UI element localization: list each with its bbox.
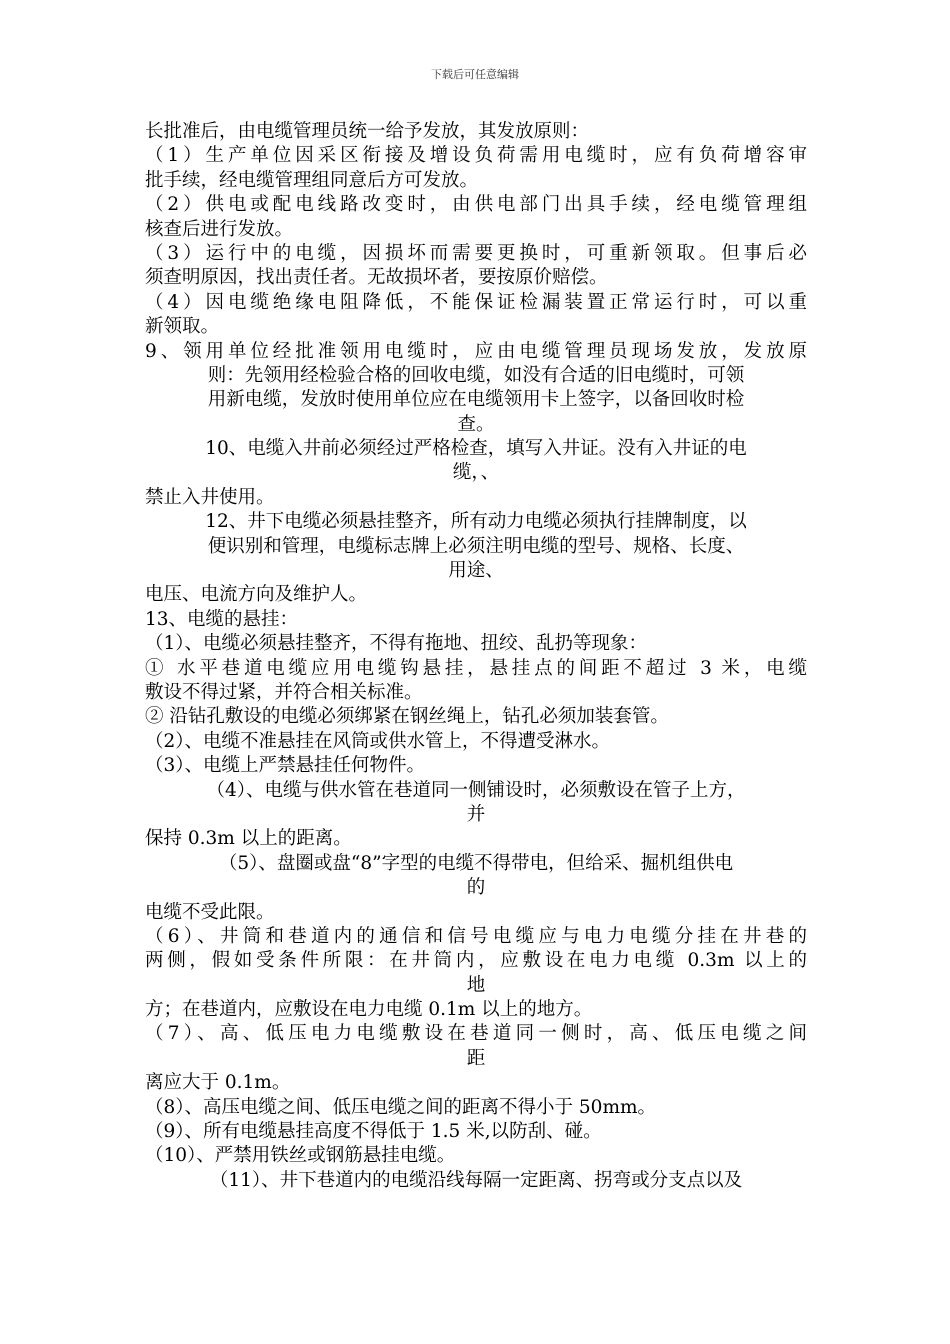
- text-line: 核查后进行发放。: [145, 218, 294, 240]
- text-line: （8）、高压电缆之间、低压电缆之间的距离不得小于 50mm。: [145, 1096, 657, 1118]
- text-line: 便识别和管理，电缆标志牌上必须注明电缆的型号、规格、长度、: [207, 535, 745, 557]
- text-line: 长批准后，由电缆管理员统一给予发放，其发放原则：: [145, 121, 590, 142]
- text-line: （10）、严禁用铁丝或钢筋悬挂电缆。: [145, 1145, 456, 1167]
- text-line: 用新电缆，发放时使用单位应在电缆领用卡上签字，以备回收时检: [207, 389, 745, 411]
- text-line: （7）、高、低压电力电缆敷设在巷道同一侧时，高、低压电缆之间: [145, 1023, 807, 1045]
- text-line: （3）、电缆上严禁悬挂任何物件。: [145, 755, 426, 777]
- text-line: （2）供电或配电线路改变时，由供电部门出具手续，经电缆管理组: [145, 194, 807, 216]
- text-line: 12、井下电缆必须悬挂整齐，所有动力电缆必须执行挂牌制度，以: [205, 511, 747, 533]
- text-line: 13、电缆的悬挂：: [145, 608, 299, 630]
- text-line: （3）运行中的电缆，因损坏而需要更换时，可重新领取。但事后必: [145, 242, 807, 264]
- text-line: 电缆不受此限。: [145, 901, 275, 923]
- text-line: 并: [466, 803, 486, 825]
- text-line: 离应大于 0.1m。: [145, 1072, 291, 1094]
- text-line: 电压、电流方向及维护人。: [145, 584, 368, 606]
- text-line: ② 沿钻孔敷设的电缆必须绑紧在钢丝绳上，钻孔必须加装套管。: [145, 706, 669, 728]
- text-line: 禁止入井使用。: [145, 486, 275, 508]
- text-line: 须查明原因，找出责任者。无故损坏者，要按原价赔偿。: [145, 267, 608, 289]
- text-line: （4）、电缆与供水管在巷道同一侧铺设时，必须敷设在管子上方，: [206, 779, 746, 801]
- text-line: 距: [466, 1047, 486, 1069]
- text-line: 地: [466, 974, 486, 996]
- text-line: 用途、: [448, 560, 504, 582]
- text-line: 敷设不得过紧，并符合相关标准。: [145, 681, 423, 703]
- text-line: 两侧，假如受条件所限：在井筒内，应敷设在电力电缆 0.3m 以上的: [145, 950, 807, 972]
- text-line: 新领取。: [145, 316, 220, 338]
- text-line: 10、电缆入井前必须经过严格检查，填写入井证。没有入井证的电: [205, 438, 747, 460]
- text-line: ① 水平巷道电缆应用电缆钩悬挂，悬挂点的间距不超过 3 米，电缆: [145, 657, 807, 679]
- text-line: （4）因电缆绝缘电阻降低，不能保证检漏装置正常运行时，可以重: [145, 291, 807, 313]
- text-line: （2）、电缆不准悬挂在风筒或供水管上，不得遭受淋水。: [145, 730, 611, 752]
- text-line: 的: [466, 877, 486, 899]
- page-header: 下载后可任意编辑: [431, 68, 519, 81]
- text-line: （1）、电缆必须悬挂整齐，不得有拖地、扭绞、乱扔等现象：: [145, 633, 648, 655]
- text-line: （1）生产单位因采区衔接及增设负荷需用电缆时，应有负荷增容审: [145, 145, 807, 167]
- text-line: 方；在巷道内，应敷设在电力电缆 0.1m 以上的地方。: [145, 999, 593, 1021]
- text-line: 查。: [457, 413, 495, 435]
- text-line: 则：先领用经检验合格的回收电缆，如没有合适的旧电缆时，可领: [207, 364, 745, 386]
- text-line: （11）、井下巷道内的电缆沿线每隔一定距离、拐弯或分支点以及: [209, 1169, 743, 1191]
- document-body: [145, 120, 807, 1193]
- text-line: （9）、所有电缆悬挂高度不得低于 1.5 米,以防刮、碰。: [145, 1121, 602, 1143]
- text-line: 9、领用单位经批准领用电缆时，应由电缆管理员现场发放，发放原: [145, 340, 807, 362]
- text-line: 批手续，经电缆管理组同意后方可发放。: [145, 169, 479, 191]
- text-line: 缆，、: [452, 462, 500, 484]
- text-line: （5）、盘圈或盘“8”字型的电缆不得带电，但给采、掘机组供电: [218, 852, 734, 874]
- text-line: （6）、井筒和巷道内的通信和信号电缆应与电力电缆分挂在井巷的: [145, 925, 807, 947]
- text-line: 保持 0.3m 以上的距离。: [145, 828, 352, 850]
